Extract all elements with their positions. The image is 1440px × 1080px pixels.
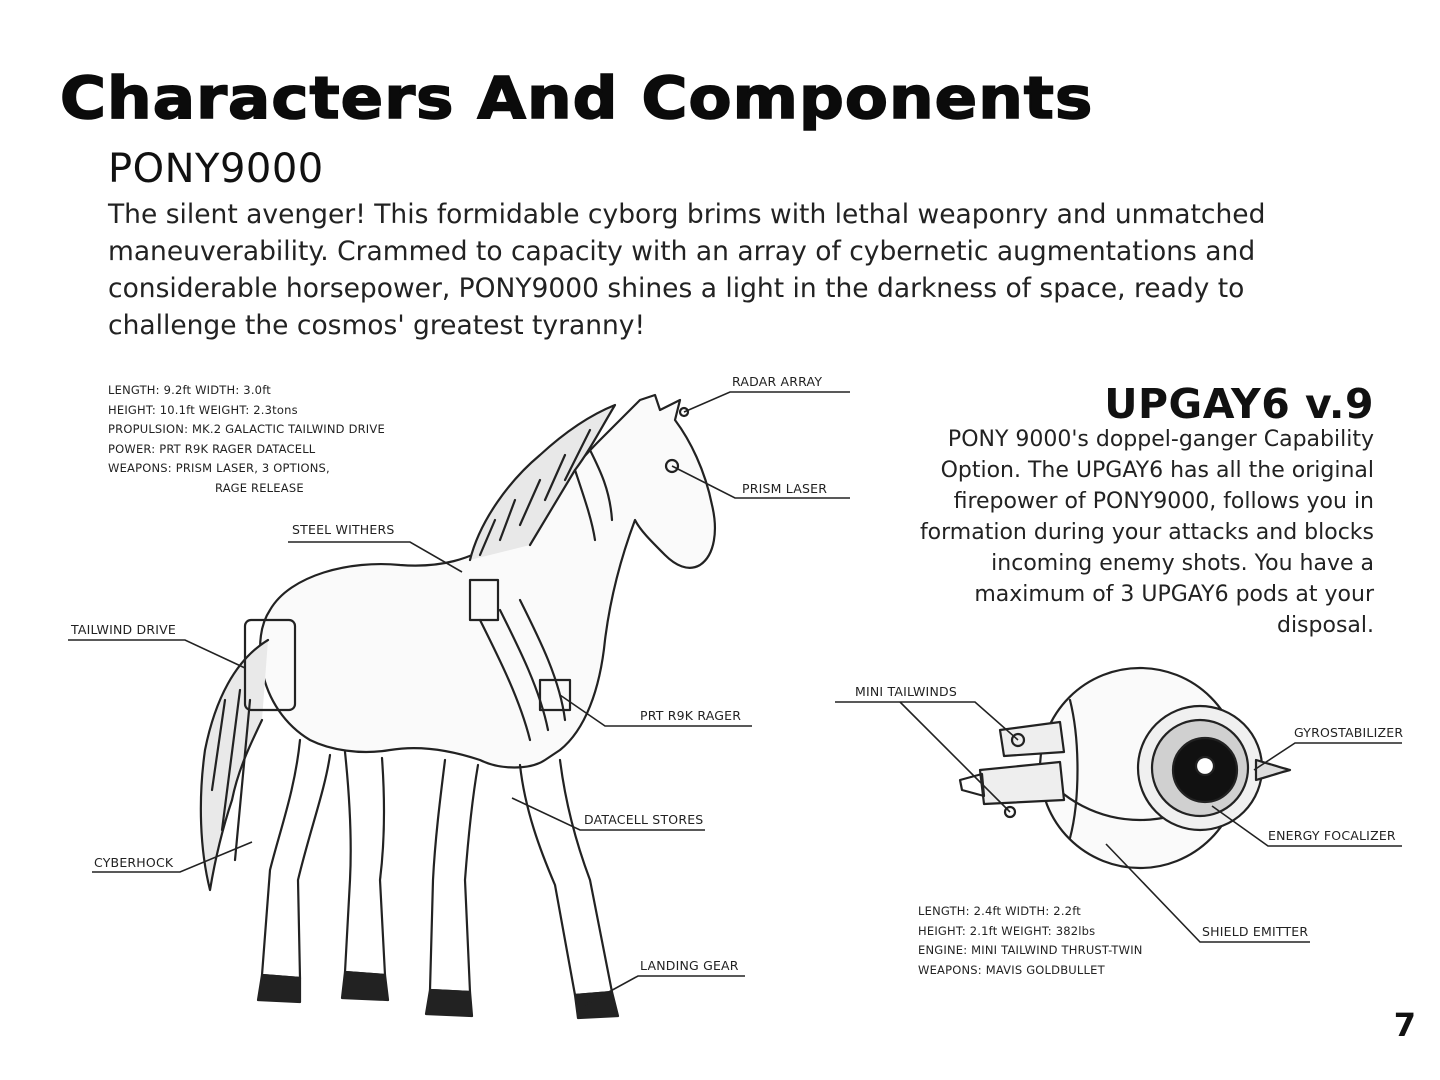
option-description: PONY 9000's doppel-ganger Capability Option. The UPGAY6 has all the original firepower of PONY9000, follows you in formation during your attacks and blocks incoming enemy shots. You have a maximum of 3 UPGAY6 pods at your disposal.	[919, 427, 1374, 638]
option-spec-line: WEAPONS: MAVIS GOLDBULLET	[918, 962, 1105, 977]
callout-prt-r9k-rager: PRT R9K RAGER	[640, 708, 742, 723]
pony-spec-line: WEAPONS: PRISM LASER, 3 OPTIONS,	[108, 461, 330, 475]
callout-gyrostabilizer: GYROSTABILIZER	[1294, 725, 1404, 740]
pony-specs	[108, 381, 385, 498]
callout-energy-focalizer: ENERGY FOCALIZER	[1268, 828, 1396, 843]
callout-landing-gear: LANDING GEAR	[640, 958, 739, 973]
option-spec-line: LENGTH: 2.4ft WIDTH: 2.2ft	[918, 904, 1081, 918]
callout-shield-emitter: SHIELD EMITTER	[1202, 924, 1309, 939]
callout-steel-withers: STEEL WITHERS	[292, 522, 395, 537]
pony-spec-line: RAGE RELEASE	[215, 480, 304, 495]
option-spec-line: ENGINE: MINI TAILWIND THRUST-TWIN	[918, 943, 1143, 957]
option-specs	[918, 902, 1143, 980]
option-spec-line: HEIGHT: 2.1ft WEIGHT: 382lbs	[918, 923, 1096, 938]
callout-radar-array: RADAR ARRAY	[732, 374, 823, 389]
pony-spec-line: PROPULSION: MK.2 GALACTIC TAILWIND DRIVE	[108, 422, 385, 436]
callout-mini-tailwinds: MINI TAILWINDS	[855, 684, 957, 699]
pony-spec-line: LENGTH: 9.2ft WIDTH: 3.0ft	[108, 383, 271, 397]
page-title: Characters And Components	[60, 64, 1094, 132]
option-name-heading: UPGAY6 v.9	[1104, 380, 1374, 428]
pony-description: The silent avenger! This formidable cyborg brims with lethal weaponry and unmatched maneuverability. Crammed to capacity with an array of cybernetic augmentations and considerable horsepower, PONY9000 shines a light in the darkness of space, ready to challenge the cosmos' greatest tyranny!	[108, 199, 1266, 341]
callout-cyberhock: CYBERHOCK	[94, 855, 174, 870]
callout-datacell-stores: DATACELL STORES	[584, 812, 704, 827]
spherical-pod-illustration	[960, 668, 1290, 868]
pony-spec-line: HEIGHT: 10.1ft WEIGHT: 2.3tons	[108, 402, 298, 417]
pony-spec-line: POWER: PRT R9K RAGER DATACELL	[108, 441, 316, 456]
callout-tailwind-drive: TAILWIND DRIVE	[71, 622, 176, 637]
pony-name-heading: PONY9000	[108, 146, 324, 192]
callout-prism-laser: PRISM LASER	[742, 481, 828, 496]
page-number: 7	[1393, 1006, 1416, 1044]
